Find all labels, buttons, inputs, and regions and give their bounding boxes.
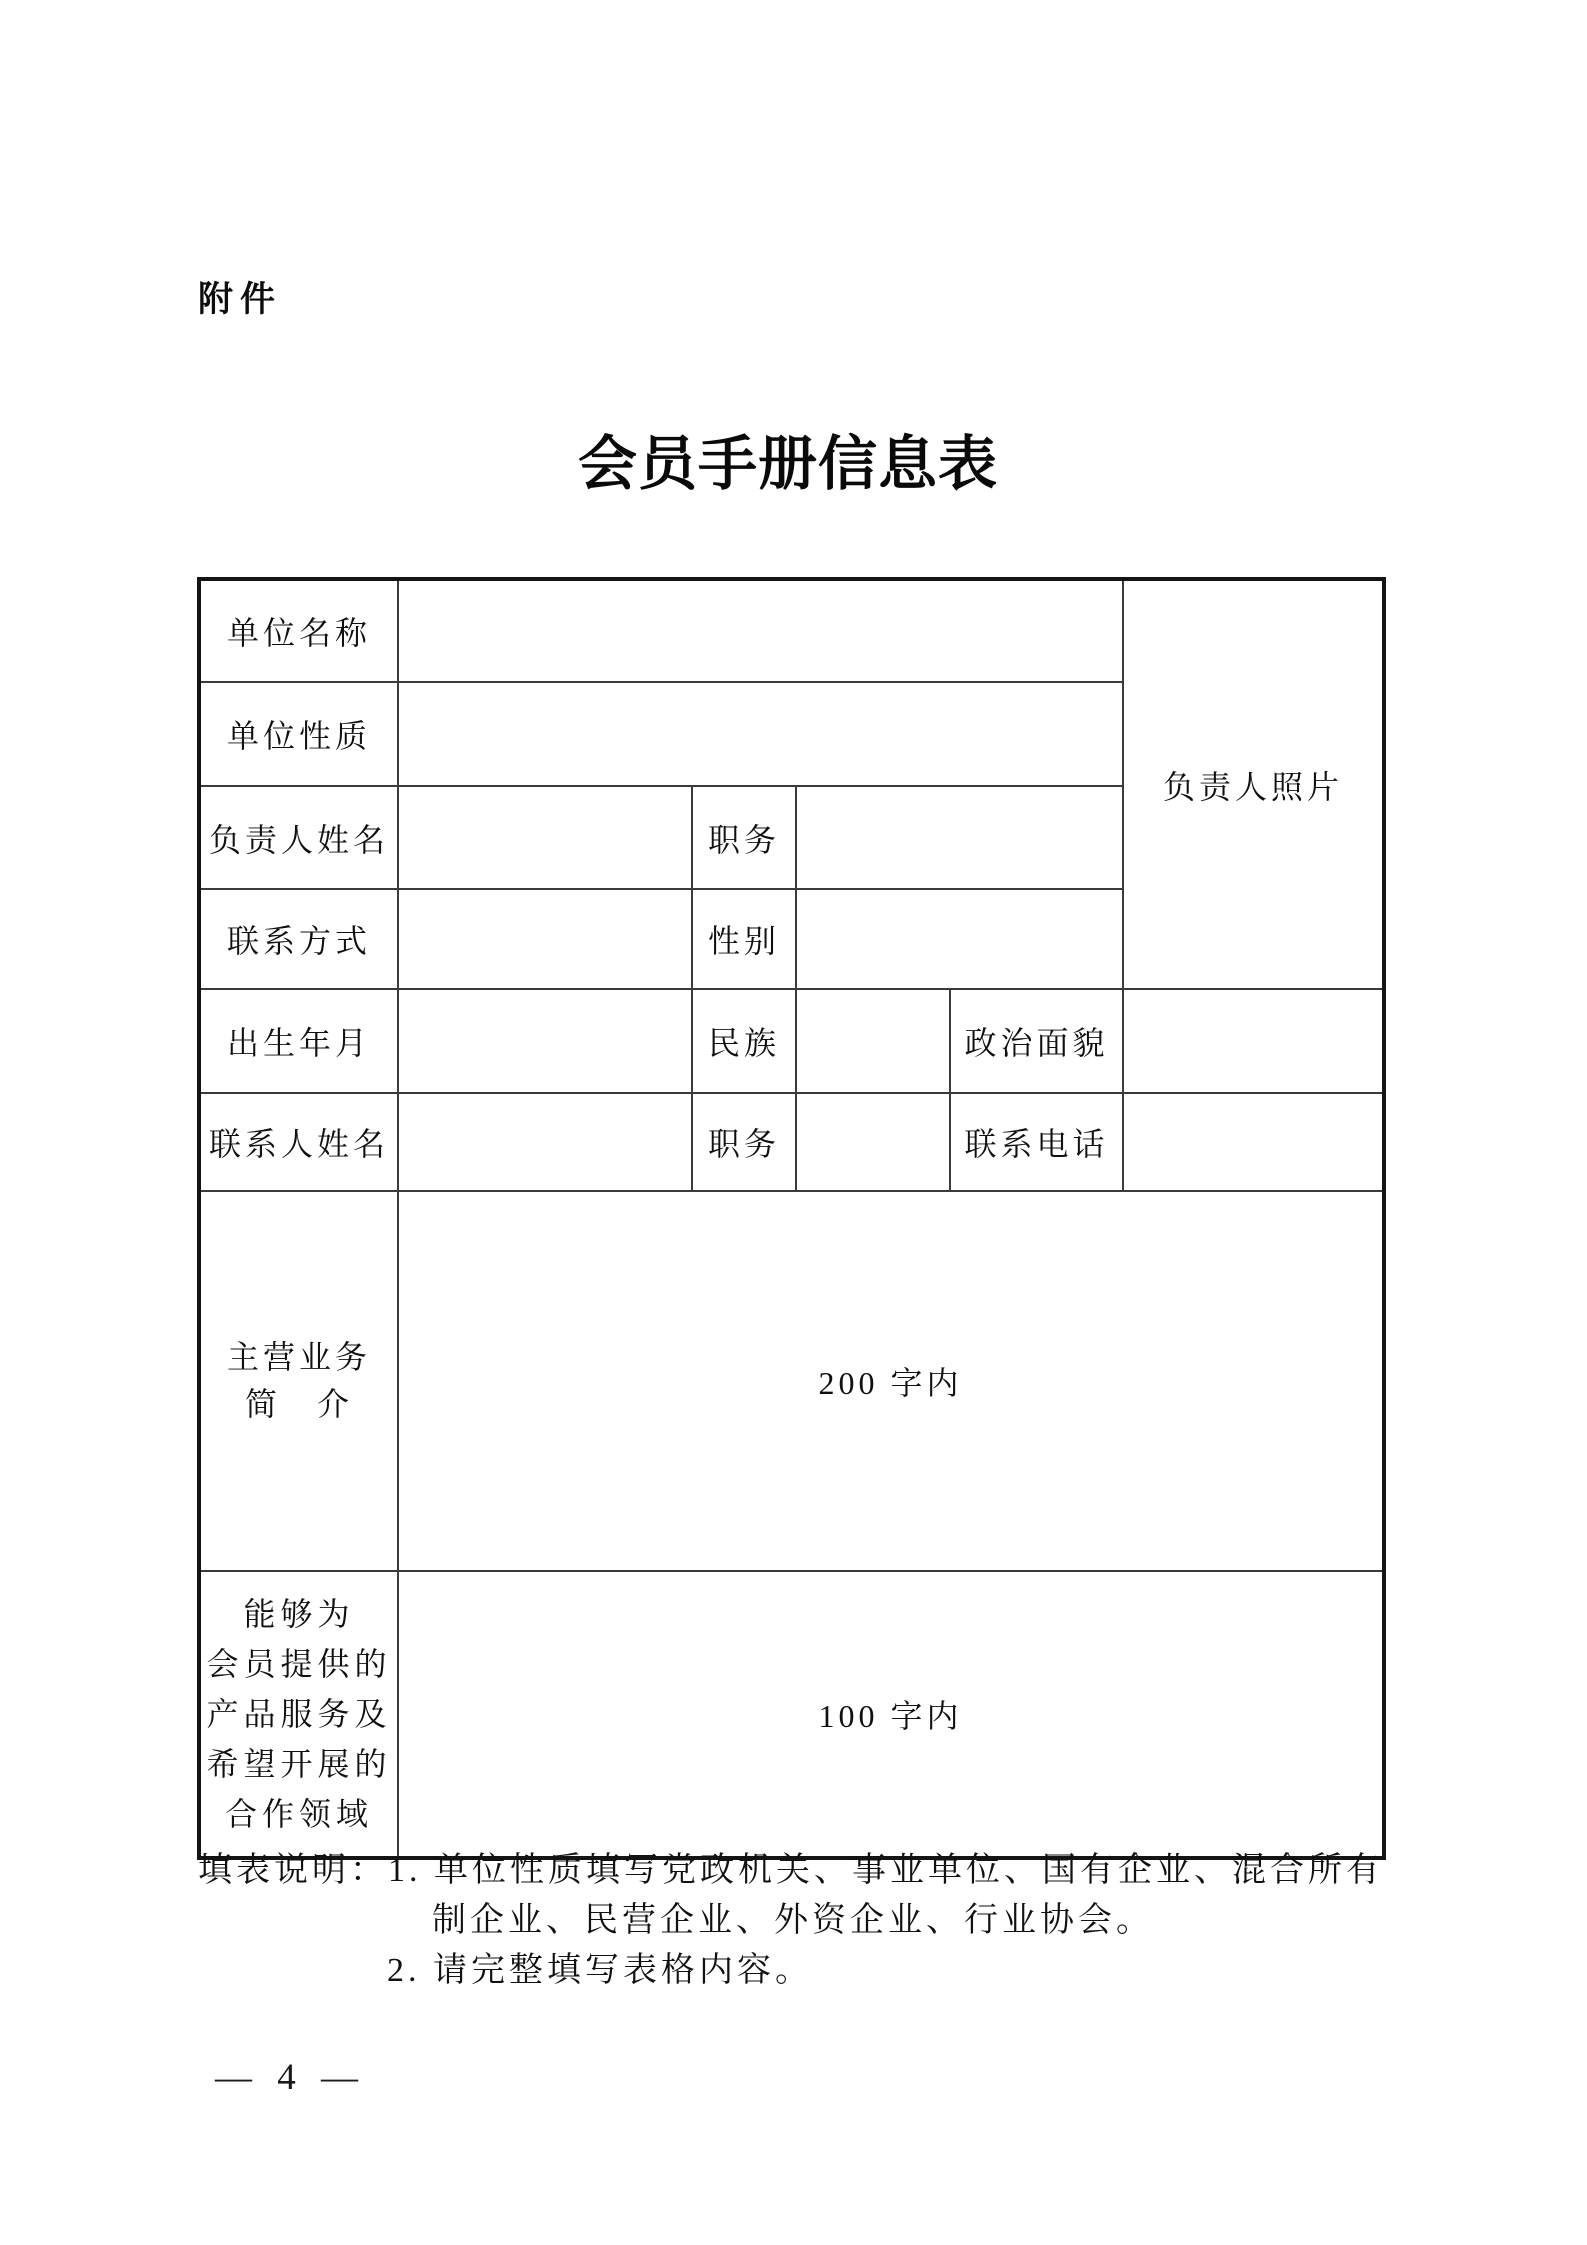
unit-name-label: 单位名称 [199, 579, 398, 682]
principal-duty-label: 职务 [692, 786, 796, 889]
services-hint: 100 字内 [818, 1698, 963, 1734]
contact-person-duty-label: 职务 [692, 1093, 796, 1191]
political-status-value-cell [1123, 989, 1384, 1093]
services-label [199, 1571, 398, 1858]
gender-label: 性别 [692, 889, 796, 989]
services-label-line3: 产品服务及 [206, 1696, 392, 1732]
birth-date-label: 出生年月 [199, 989, 398, 1093]
table-row [199, 989, 1384, 1093]
main-business-hint: 200 字内 [818, 1365, 963, 1401]
services-label-line2: 会员提供的 [206, 1646, 392, 1682]
services-label-line1: 能够为 [243, 1596, 355, 1632]
contact-method-label: 联系方式 [199, 889, 398, 989]
political-status-label: 政治面貌 [950, 989, 1123, 1093]
form-note-line-2: 制企业、民营企业、外资企业、行业协会。 [432, 1902, 1154, 1939]
table-row [199, 1571, 1384, 1858]
contact-person-duty-value-cell [796, 1093, 950, 1191]
table-row [199, 1191, 1384, 1571]
main-business-label-line1: 主营业务 [226, 1339, 371, 1375]
gender-value-cell [796, 889, 1123, 989]
contact-person-name-value-cell [398, 1093, 692, 1191]
ethnicity-label: 民族 [692, 989, 796, 1093]
main-business-value-cell [398, 1191, 1384, 1571]
unit-nature-value-cell [398, 682, 1123, 786]
form-note-line-1: 填表说明：1. 单位性质填写党政机关、事业单位、国有企业、混合所有 [198, 1852, 1384, 1889]
ethnicity-value-cell [796, 989, 950, 1093]
birth-date-value-cell [398, 989, 692, 1093]
attachment-label: 附件 [198, 280, 283, 319]
contact-phone-value-cell [1123, 1093, 1384, 1191]
contact-phone-label: 联系电话 [950, 1093, 1123, 1191]
principal-photo-cell: 负责人照片 [1123, 579, 1384, 989]
principal-name-value-cell [398, 786, 692, 889]
page-title: 会员手册信息表 [577, 431, 998, 497]
services-value-cell [398, 1571, 1384, 1858]
contact-method-value-cell [398, 889, 692, 989]
principal-duty-value-cell [796, 786, 1123, 889]
main-business-label-line2: 简 介 [244, 1386, 353, 1422]
unit-name-value-cell [398, 579, 1123, 682]
main-business-label [199, 1191, 398, 1571]
member-info-table [197, 577, 1386, 1860]
services-label-line4: 希望开展的 [206, 1746, 392, 1782]
principal-name-label: 负责人姓名 [199, 786, 398, 889]
table-row [199, 579, 1384, 682]
contact-person-name-label: 联系人姓名 [199, 1093, 398, 1191]
unit-nature-label: 单位性质 [199, 682, 398, 786]
services-label-line5: 合作领域 [224, 1796, 373, 1832]
form-note-line-3: 2. 请完整填写表格内容。 [387, 1952, 813, 1989]
page-number: — 4 — [215, 2057, 366, 2098]
table-row [199, 1093, 1384, 1191]
